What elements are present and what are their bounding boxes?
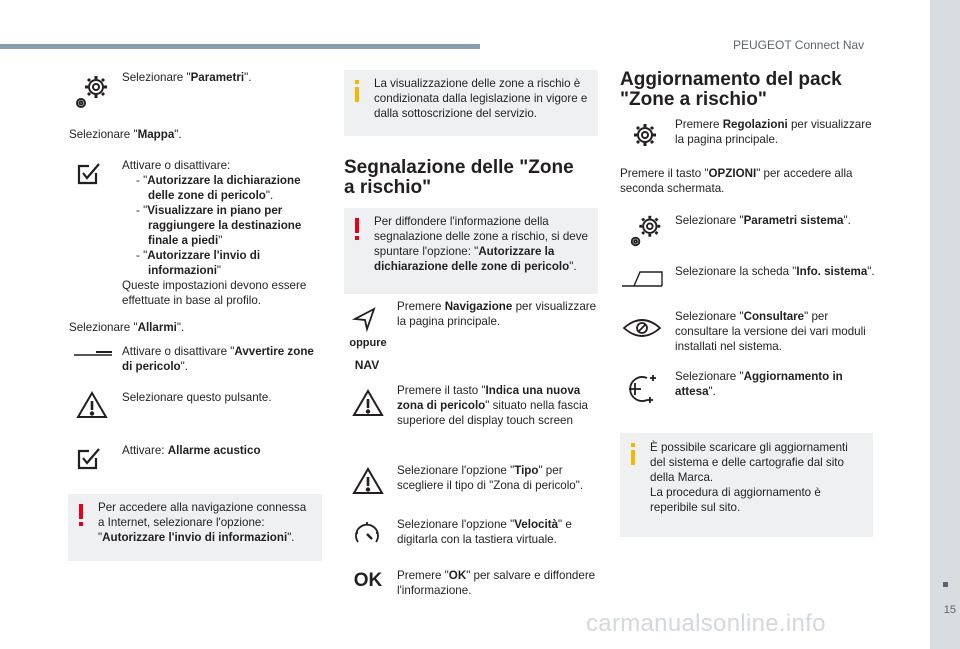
oppure-label: oppure bbox=[349, 337, 387, 349]
step-select-button: Selezionare questo pulsante. bbox=[122, 391, 272, 404]
speedometer-icon bbox=[352, 518, 382, 548]
watermark: carmanualsonline.info bbox=[586, 610, 826, 637]
update-pending-icon bbox=[623, 372, 659, 406]
warning-triangle-icon bbox=[352, 466, 384, 496]
exclamation-icon bbox=[348, 218, 366, 240]
info-note-box: La visualizzazione delle zone a rischio è condizionata dalla legislazione in vigore e dalla sottoscrizione del servizio. bbox=[344, 70, 598, 136]
step-select-velocita: Selezionare l'opzione "Velocità" e digitarla con la tastiera virtuale. bbox=[397, 518, 572, 546]
gears-icon bbox=[72, 72, 112, 112]
gear-icon bbox=[630, 120, 660, 150]
info-icon bbox=[624, 443, 642, 465]
warning-note-box: Per accedere alla navigazione connessa a Internet, selezionare l'opzione: "Autorizzare l'invio di informazioni". bbox=[68, 494, 322, 561]
nav-button-label: NAV bbox=[354, 358, 380, 372]
exclamation-icon bbox=[72, 504, 90, 526]
step-select-parametri: Selezionare "Parametri". bbox=[122, 71, 252, 84]
step-select-tipo: Selezionare l'opzione "Tipo" per scegliere il tipo di "Zona di pericolo". bbox=[397, 464, 584, 492]
step-select-parametri-sistema: Selezionare "Parametri sistema". bbox=[675, 214, 851, 227]
step-select-consultare: Selezionare "Consultare" per consultare la versione dei vari moduli installati nel sistema. bbox=[675, 310, 866, 353]
step-press-opzioni: Premere il tasto "OPZIONI" per accedere alla seconda schermata. bbox=[620, 167, 853, 195]
step-press-navigazione: Premere Navigazione per visualizzare la pagina principale. bbox=[397, 300, 597, 328]
step-select-aggiornamento: Selezionare "Aggiornamento in attesa". bbox=[675, 370, 843, 398]
step-select-mappa: Selezionare "Mappa". bbox=[69, 128, 182, 141]
checkbox-icon bbox=[76, 445, 102, 471]
section-heading-aggiornamento: Aggiornamento del pack "Zone a rischio" bbox=[620, 69, 842, 110]
eye-icon bbox=[622, 316, 662, 340]
warning-triangle-icon bbox=[76, 390, 108, 420]
step-press-ok: Premere "OK" per salvare e diffondere l'informazione. bbox=[397, 569, 596, 597]
info-icon bbox=[348, 80, 366, 102]
step-select-info-sistema: Selezionare la scheda "Info. sistema". bbox=[675, 265, 875, 278]
step-toggle-avvertire: Attivare o disattivare "Avvertire zone di pericolo". bbox=[122, 345, 314, 373]
section-heading-segnalazione: Segnalazione delle "Zone a rischio" bbox=[344, 157, 574, 198]
header-title: PEUGEOT Connect Nav bbox=[733, 38, 865, 52]
tab-bar-icon bbox=[72, 348, 114, 358]
info-note-box: È possibile scaricare gli aggiornamenti del sistema e delle cartografie dal sito della Marca. La procedura di aggiornamento è reperibile sul sito. bbox=[620, 433, 873, 537]
side-strip bbox=[930, 0, 960, 649]
header-bar bbox=[0, 44, 480, 49]
step-press-regolazioni: Premere Regolazioni per visualizzare la pagina principale. bbox=[675, 118, 872, 146]
step-select-allarmi: Selezionare "Allarmi". bbox=[69, 321, 185, 334]
warning-triangle-icon bbox=[352, 388, 384, 418]
step-press-indica: Premere il tasto "Indica una nuova zona di pericolo" situato nella fascia superiore del display touch screen bbox=[397, 384, 588, 427]
navigation-arrow-icon bbox=[352, 306, 378, 332]
step-activate-alarm: Attivare: Allarme acustico bbox=[122, 444, 261, 457]
page-marker bbox=[943, 582, 948, 587]
warning-note-box: Per diffondere l'informazione della segnalazione delle zone a rischio, si deve spuntare l'opzione: "Autorizzare la dichiarazione delle zone di pericolo". bbox=[344, 208, 598, 294]
page-number: 15 bbox=[943, 604, 956, 616]
tab-icon bbox=[620, 268, 664, 290]
gears-icon bbox=[627, 212, 665, 250]
checkbox-icon bbox=[76, 160, 102, 186]
ok-button-label: OK bbox=[353, 570, 383, 591]
step-toggle-options: Attivare o disattivare: - "Autorizzare la dichiarazione delle zone di pericolo". - "Visualizzare in piano per raggiungere la destinazione finale a piedi" - "Autorizzare l'invio di informazioni" Queste impostazioni devono essere effettuate in base al profilo. bbox=[122, 159, 307, 307]
